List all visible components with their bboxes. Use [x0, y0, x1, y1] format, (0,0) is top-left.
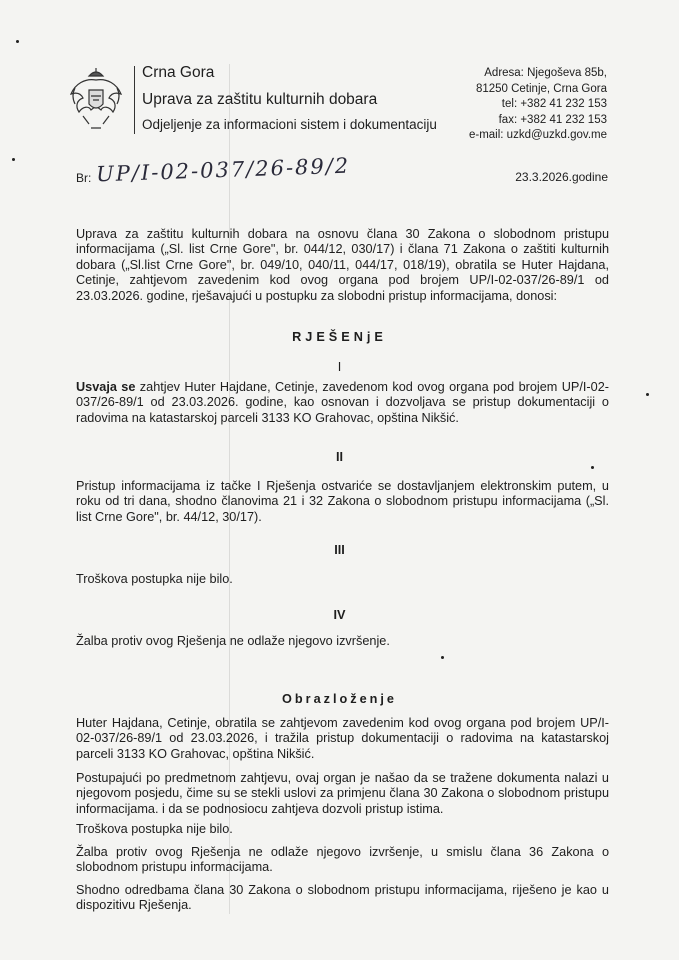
scan-speck — [591, 466, 594, 469]
scan-speck — [646, 393, 649, 396]
header-divider — [134, 66, 135, 134]
section-1-text — [76, 380, 609, 426]
handwritten-ref-number — [95, 153, 351, 196]
section-num-1: I — [337, 360, 342, 374]
reasoning-paragraph-4: Žalba protiv ovog Rješenja ne odlaže njegovo izvršenje, u smislu člana 36 Zakona o slobodnom pristupu informacijama. — [76, 845, 609, 875]
scan-speck — [16, 40, 19, 43]
section-4-text: Žalba protiv ovog Rješenja ne odlaže njegovo izvršenje. — [76, 634, 390, 648]
ref-label: Br: — [76, 171, 92, 185]
scan-speck — [441, 656, 444, 659]
handwritten-ref-text: UP/I-02-037/26-89/2 — [95, 153, 351, 187]
org-country: Crna Gora — [142, 64, 215, 81]
section-1-body: zahtjev Huter Hajdane, Cetinje, zavedenom kod ovog organa pod brojem UP/I-02-037/26-89/1 od 23.03.2026. godine, kao osnovan i dozvoljava se pristup dokumentaciji o radovima na katastarskoj parceli 3133 KO Grahovac, opština Nikšić. — [76, 380, 609, 425]
reasoning-paragraph-1: Huter Hajdana, Cetinje, obratila se zahtjevom zavedenim kod ovog organa pod brojem UP/I-02-037/26-89/1 od 23.03.2026, i tražila pristup dokumentaciji o radovima na katastarskoj parceli 3133 KO Grahovac, opština Nikšić. — [76, 716, 609, 761]
org-name: Uprava za zaštitu kulturnih dobara — [142, 91, 378, 108]
section-num-3: III — [334, 543, 345, 557]
address-email: e-mail: uzkd@uzkd.gov.me — [468, 129, 607, 141]
reasoning-paragraph-3: Troškova postupka nije bilo. — [76, 822, 233, 836]
address-fax: fax: +382 41 232 153 — [498, 113, 607, 126]
address-block — [469, 66, 607, 144]
reasoning-paragraph-5: Shodno odredbama člana 30 Zakona o slobodnom pristupu informacijama, riješeno je kao u dispozitivu Rješenja. — [76, 883, 609, 913]
decision-title: RJEŠENjE — [292, 330, 387, 344]
reasoning-title: Obrazloženje — [282, 692, 397, 706]
section-1-lead: Usvaja se — [76, 380, 136, 394]
section-num-4: IV — [333, 608, 346, 622]
address-tel: tel: +382 41 232 153 — [501, 98, 607, 110]
address-line2: 81250 Cetinje, Crna Gora — [475, 82, 607, 95]
intro-paragraph: Uprava za zaštitu kulturnih dobara na osnovu člana 30 Zakona o slobodnom pristupu informacijama („Sl. list Crne Gore", br. 044/12, 030/17) i člana 71 Zakona o zaštiti kulturnih dobara („Sl.list Crne Gore", br. 049/10, 040/11, 044/17, 018/19), obratila se Huter Hajdana, Cetinje, zahtjevom zavedenim kod ovog organa pod brojem UP/I-02-037/26-89/1 od 23.03.2026. godine, rješavajući u postupku za slobodni pristup informacijama, donosi: — [76, 227, 609, 303]
section-num-2: II — [335, 450, 344, 464]
section-3-text: Troškova postupka nije bilo. — [76, 572, 233, 586]
section-2-text: Pristup informacijama iz tačke I Rješenja ostvariće se dostavljanjem elektronskim putem, u roku od tri dana, shodno članovima 21 i 32 Zakona o slobodnom pristupu informacijama („Sl. list Crne Gore", br. 44/12, 30/17). — [76, 479, 609, 524]
address-line1: Adresa: Njegoševa 85b, — [484, 67, 607, 79]
org-department: Odjeljenje za informacioni sistem i dokumentaciju — [142, 117, 437, 132]
reasoning-paragraph-2: Postupajući po predmetnom zahtjevu, ovaj organ je našao da se tražene dokumenta nalazi u njegovom posjedu, čime su se stekli uslovi za primjenu člana 30 Zakona o slobodnom pristupu informacijama. i da se podnosiocu zahtjeva dozvoli pristup istima. — [76, 771, 609, 816]
document-date: 23.3.2026.godine — [515, 170, 608, 184]
scan-speck — [12, 158, 15, 161]
coat-of-arms-icon — [67, 66, 125, 136]
